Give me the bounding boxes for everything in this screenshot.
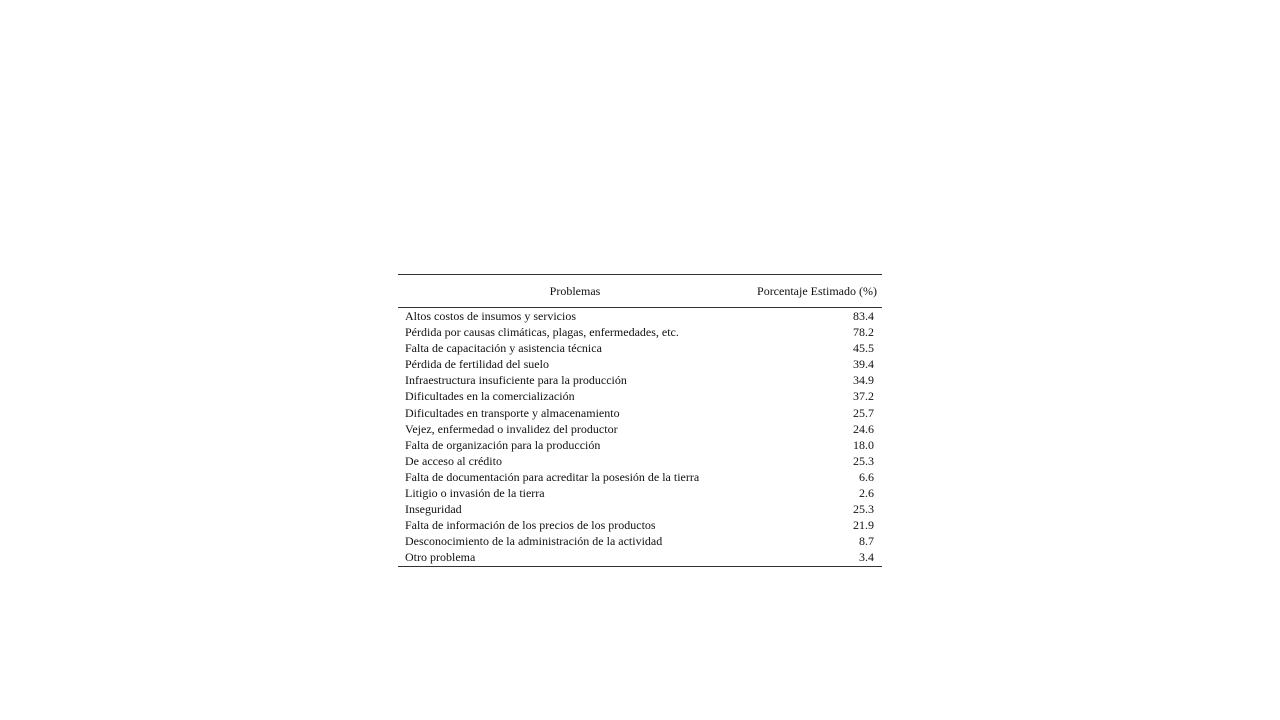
percentage-cell: 21.9	[853, 518, 874, 533]
problem-cell: Falta de organización para la producción	[405, 437, 601, 452]
problem-cell: Desconocimiento de la administración de la actividad	[405, 534, 663, 549]
problem-cell: Altos costos de insumos y servicios	[405, 309, 576, 323]
table-row	[398, 340, 882, 356]
header-row	[398, 275, 882, 308]
table-row	[398, 533, 882, 549]
problem-cell: De acceso al crédito	[405, 453, 502, 468]
problem-cell: Falta de capacitación y asistencia técnica	[405, 341, 602, 356]
table-row	[398, 388, 882, 404]
header-problem: Problemas	[549, 284, 601, 299]
table-row	[398, 549, 882, 566]
table-row	[398, 437, 882, 453]
table-row	[398, 324, 882, 340]
table-row	[398, 501, 882, 517]
table-header	[398, 275, 882, 308]
problem-cell: Pérdida de fertilidad del suelo	[405, 357, 549, 372]
percentage-cell: 18.0	[853, 437, 874, 452]
percentage-cell: 83.4	[853, 309, 874, 323]
problem-cell: Infraestructura insuficiente para la producción	[405, 373, 627, 388]
percentage-cell: 2.6	[859, 486, 874, 501]
problem-cell: Inseguridad	[405, 502, 462, 517]
percentage-cell: 34.9	[853, 373, 874, 388]
percentage-cell: 6.6	[859, 469, 874, 484]
percentage-cell: 25.3	[853, 453, 874, 468]
problem-cell: Falta de documentación para acreditar la posesión de la tierra	[405, 469, 700, 484]
percentage-cell: 8.7	[859, 534, 874, 549]
table-row	[398, 517, 882, 533]
table-row	[398, 485, 882, 501]
percentage-cell: 24.6	[853, 421, 874, 436]
percentage-cell: 37.2	[853, 389, 874, 404]
table-row	[398, 421, 882, 437]
percentage-cell: 78.2	[853, 325, 874, 340]
problem-cell: Dificultades en transporte y almacenamiento	[405, 405, 620, 420]
header-percentage: Porcentaje Estimado (%)	[757, 283, 877, 298]
table-body	[398, 308, 882, 567]
percentage-cell: 3.4	[859, 550, 874, 565]
problem-cell: Otro problema	[405, 550, 476, 565]
table-row	[398, 405, 882, 421]
problem-cell: Pérdida por causas climáticas, plagas, enfermedades, etc.	[405, 325, 679, 340]
problem-cell: Litigio o invasión de la tierra	[405, 486, 545, 501]
problems-table	[398, 274, 882, 567]
table-row	[398, 356, 882, 372]
percentage-cell: 39.4	[853, 357, 874, 372]
percentage-cell: 25.7	[853, 405, 874, 420]
percentage-cell: 25.3	[853, 502, 874, 517]
table-row	[398, 469, 882, 485]
problem-cell: Falta de información de los precios de los productos	[405, 518, 656, 533]
problems-table-container	[398, 274, 882, 567]
table-row	[398, 453, 882, 469]
problem-cell: Dificultades en la comercialización	[405, 389, 575, 404]
table-row	[398, 372, 882, 388]
percentage-cell: 45.5	[853, 341, 874, 356]
table-row	[398, 308, 882, 325]
problem-cell: Vejez, enfermedad o invalidez del productor	[405, 421, 618, 436]
